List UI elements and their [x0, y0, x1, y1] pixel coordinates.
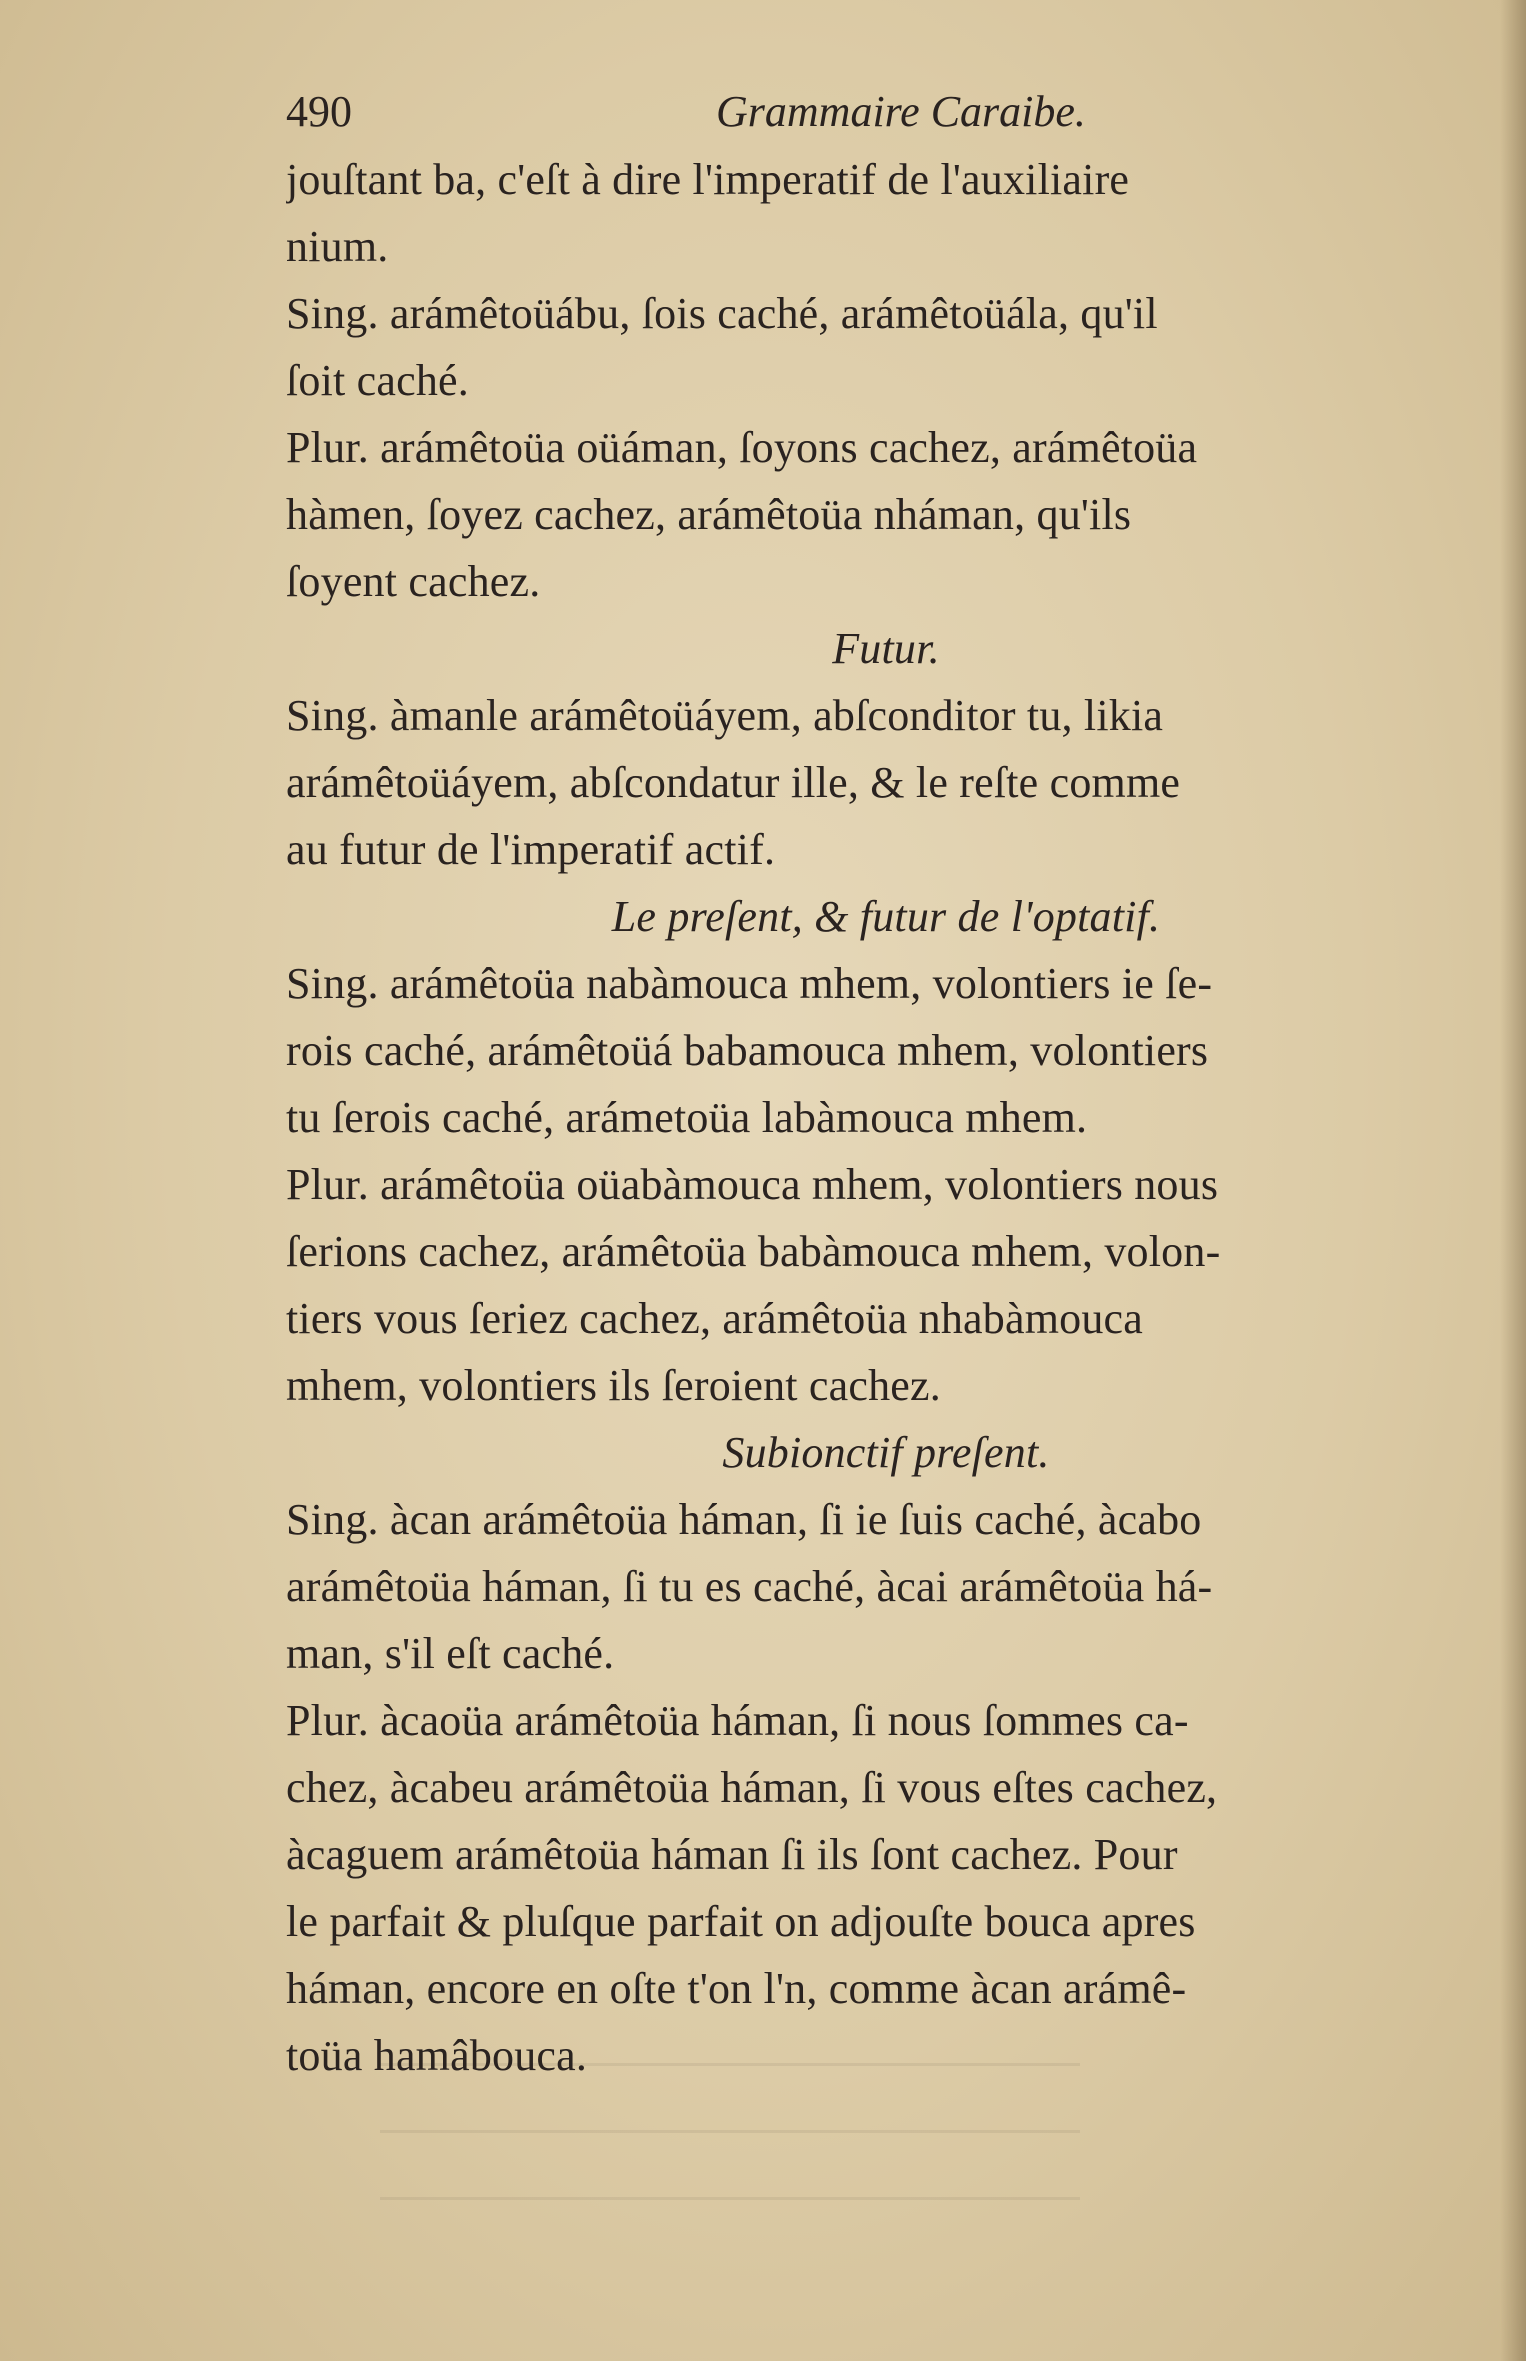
text-line: mhem, volontiers ils ſeroient cachez.	[286, 1361, 941, 1410]
text-line: ſoyent cachez.	[286, 557, 541, 606]
text-line: háman, encore en oſte t'on l'n, comme àcan arámê-	[286, 1964, 1187, 2013]
section-heading-futur: Futur.	[832, 624, 940, 673]
text-line: jouſtant ba, c'eſt à dire l'imperatif de l'auxiliaire	[286, 155, 1130, 204]
text-line: hàmen, ſoyez cachez, arámêtoüa nháman, qu'ils	[286, 490, 1132, 539]
text-line: rois caché, arámêtoüá babamouca mhem, volontiers	[286, 1026, 1209, 1075]
text-line: le parfait & pluſque parfait on adjouſte bouca apres	[286, 1897, 1196, 1946]
text-line: Plur. arámêtoüa oüáman, ſoyons cachez, arámêtoüa	[286, 423, 1198, 472]
text-line: man, s'il eſt caché.	[286, 1629, 615, 1678]
text-line: Sing. arámêtoüábu, ſois caché, arámêtoüála, qu'il	[286, 289, 1158, 338]
text-line: Plur. àcaoüa arámêtoüa háman, ſi nous ſommes ca-	[286, 1696, 1189, 1745]
text-line: Plur. arámêtoüa oüabàmouca mhem, volontiers nous	[286, 1160, 1219, 1209]
text-line: arámêtoüáyem, abſcondatur ille, & le reſte comme	[286, 758, 1181, 807]
page-edge-shadow	[1500, 0, 1526, 2361]
text-line: Sing. àmanle arámêtoüáyem, abſconditor tu, likia	[286, 691, 1164, 740]
page-number: 490	[286, 87, 352, 136]
text-line: nium.	[286, 222, 389, 271]
section-heading-subionctif: Subionctif preſent.	[722, 1428, 1050, 1477]
section-heading-optatif: Le preſent, & futur de l'optatif.	[611, 892, 1161, 941]
page-header	[286, 86, 1466, 150]
text-line: tiers vous ſeriez cachez, arámêtoüa nhabàmouca	[286, 1294, 1143, 1343]
running-title: Grammaire Caraibe.	[716, 87, 1086, 136]
text-line: àcaguem arámêtoüa háman ſi ils ſont cachez. Pour	[286, 1830, 1178, 1879]
body-text	[286, 146, 1486, 2089]
text-line: Sing. arámêtoüa nabàmouca mhem, volontiers ie ſe-	[286, 959, 1213, 1008]
text-line: arámêtoüa háman, ſi tu es caché, àcai arámêtoüa há-	[286, 1562, 1213, 1611]
text-line: toüa hamâbouca.	[286, 2031, 588, 2080]
text-line: chez, àcabeu arámêtoüa háman, ſi vous eſtes cachez,	[286, 1763, 1218, 1812]
text-line: ſerions cachez, arámêtoüa babàmouca mhem, volon-	[286, 1227, 1221, 1276]
text-line: au futur de l'imperatif actif.	[286, 825, 776, 874]
text-line: Sing. àcan arámêtoüa háman, ſi ie ſuis caché, àcabo	[286, 1495, 1202, 1544]
text-line: tu ſerois caché, arámetoüa labàmouca mhem.	[286, 1093, 1088, 1142]
text-line: ſoit caché.	[286, 356, 469, 405]
